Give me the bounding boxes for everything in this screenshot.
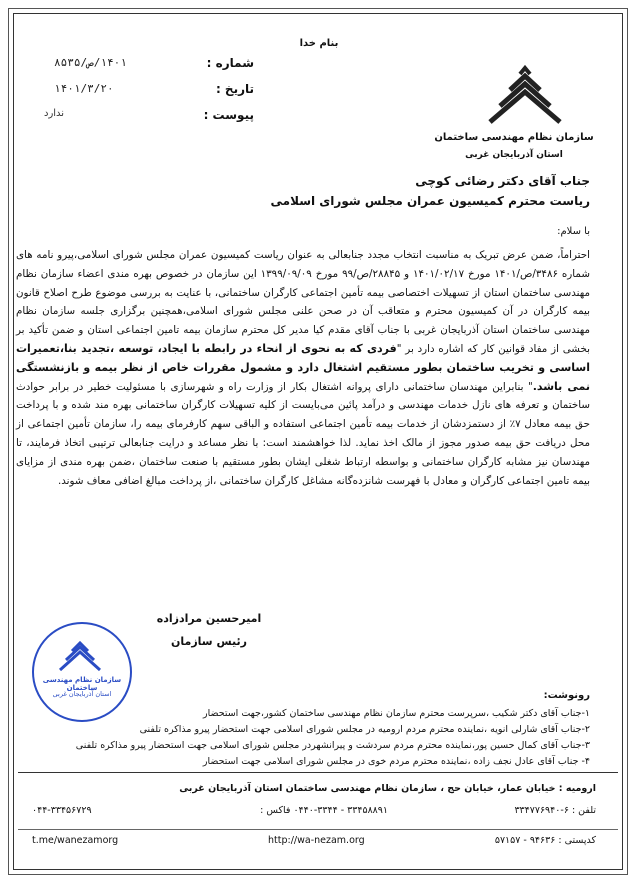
body-paragraph-2: " بنابراین مهندسان ساختمانی دارای پروانه اشتغال بکار از وزارت راه و شهرسازی با مسئولیت خطیر در برابر حوادث ساختمان و تعرفه های نازل خدمات مهندسی و درآمد پائین می‌بایست از کلیه تسهیلات کارگران ساختمانی بهره مند شده و با پرداخت حق بیمه معادل ۷٪ از دستمزدشان از خدمات بیمه تأمین اجتماعی استفاده و الباقی سهم کارفرمای بیمه را، سازمان تأمین اجتماعی از محل دریافت حق بیمه صدور مجوز از مالک اخذ نماید. لذا خواهشمند است: با نظر مساعد و درایت جنابعالی ترتیبی اتخاذ فرمایند، تا مهندسان نیز مشابه کارگران ساختمانی و بواسطه ارتباط شغلی ایشان بطور مستقیم با صنعت ساختمان ،ضمن بهره مندی از مزایای بیمه تامین اجتماعی کارگران و معادل با فهرست شانزده‌گانه مشاغل کارگران ساختمانی ،از پرداخت مبالغ اضافی معاف شوند. (16, 380, 591, 487)
body-paragraph-1: احتراماً، ضمن عرض تبریک به مناسبت انتخاب مجدد جنابعالی به عنوان ریاست کمیسیون عمران مجلس شورای اسلامی،پیرو نامه های شماره ۳۴۸۶/ص/۱۴۰۱ مورخ ۱۴۰۱/۰۲/۱۷ و ۲۸۸۴۵/ص/۹۹ مورخ ۱۳۹۹/۰۹/۰۹ این سازمان در خصوص بهره مندی اعضاء سازمان نظام مهندسی ساختمان استان از تسهیلات اختصاصی بیمه تأمین اجتماعی کارگران ساختمانی، با عنایت به بررسی موضوع طرح اصلاح قانون بیمه کارگران در آن کمیسیون محترم و متعاقب آن در صحن علنی مجلس شورای اسلامی،همچنین برگزاری جلسه سازمان نظام مهندسی ساختمان استان آذربایجان غربی با جناب آقای مقدم کیا مدیر کل محترم سازمان بیمه تامین اجتماعی استان و ضمن تأکید بر بخشی از مفاد قوانین کار که اشاره دارد بر " (16, 249, 591, 355)
org-name: سازمان نظام مهندسی ساختمان (434, 132, 594, 143)
date-label: تاریخ : (215, 82, 254, 96)
body-highlight: فردی که به نحوی از انحاء در رابطه با ایجاد، توسعه ،تجدید بنا،تعمیرات اساسی و تخریب ساختمان بطور مستقیم اشتغال دارد و مشمول مقررات خاص از نظر بیمه و بازنشستگی نمی باشد. (16, 341, 590, 393)
letter-inner-border (13, 13, 623, 870)
stamp-text-org: سازمان نظام مهندسی ساختمان (42, 676, 122, 692)
number-value: ۱۴۰۱/ص/۸۵۳۵ (54, 56, 127, 69)
addressee-name: جناب آقای دکتر رضائی کوچی (415, 174, 590, 188)
footer-phone: تلفن : ۶-۳۳۴۷۷۶۹۴۰ (514, 805, 596, 816)
cc-title: رونوشت: (543, 690, 590, 701)
footer-divider (18, 829, 618, 830)
attachment-value: ندارد (44, 108, 65, 119)
cc-list (16, 688, 590, 770)
signature-block (134, 612, 284, 648)
footer-extra-phone: ۰۴۴-۳۳۴۵۶۷۲۹ (32, 805, 92, 816)
addressee (170, 174, 590, 208)
footer-website-link[interactable]: http://wa-nezam.org (268, 835, 365, 846)
signer-role: رئیس سازمان (171, 635, 247, 648)
cc-item: ۱-جناب آقای دکتر شکیب ،سرپرست محترم سازمان نظام مهندسی ساختمان کشور،جهت استحضار (203, 708, 590, 719)
footer-fax: ۳۳۴۵۸۸۹۱ - ۰۴۴۰-۳۳۴۴ فاکس : (260, 805, 388, 816)
attachment-label: پیوست : (203, 108, 254, 122)
signer-name: امیرحسین مرادزاده (156, 612, 262, 625)
greeting: با سلام: (557, 226, 590, 237)
cc-item: ۲-جناب آقای شارلی انویه ،نماینده محترم مردم ارومیه در مجلس شورای اسلامی جهت استحضار پیرو مذاکره تلفنی (139, 724, 590, 735)
addressee-title: ریاست محترم کمیسیون عمران مجلس شورای اسلامی (270, 194, 590, 208)
footer-address: ارومیه : خیابان عمار، خیابان حج ، سازمان نظام مهندسی ساختمان استان آذربایجان غربی (179, 783, 596, 794)
letter-page (8, 8, 628, 875)
org-logo (434, 62, 594, 172)
cc-item: ۳-جناب آقای کمال حسین پور،نماینده محترم مردم سردشت و پیرانشهردر مجلس شورای اسلامی جهت استحضار پیرو مذاکره تلفنی (75, 740, 590, 751)
footer-telegram-link[interactable]: t.me/wanezamorg (32, 835, 119, 846)
stamp-text-province: استان آذربایجان غربی (52, 690, 112, 698)
footer-postcode: کدپستی : ۹۴۶۳۶ - ۵۷۱۵۷ (494, 835, 596, 846)
date-value: ۱۴۰۱/۳/۲۰ (54, 82, 114, 95)
org-province: استان آذربایجان غربی (465, 150, 563, 160)
basmala: بنام خدا (299, 38, 339, 49)
org-logo-icon (480, 62, 570, 126)
cc-item: ۴- جناب آقای عادل نجف زاده ،نماینده محترم مردم خوی در مجلس شورای اسلامی جهت استحضار (202, 756, 590, 767)
letter-body (16, 246, 590, 490)
stamp-logo-icon (56, 636, 104, 672)
number-label: شماره : (206, 56, 254, 70)
letter-footer (18, 772, 618, 865)
letter-meta (54, 56, 254, 134)
